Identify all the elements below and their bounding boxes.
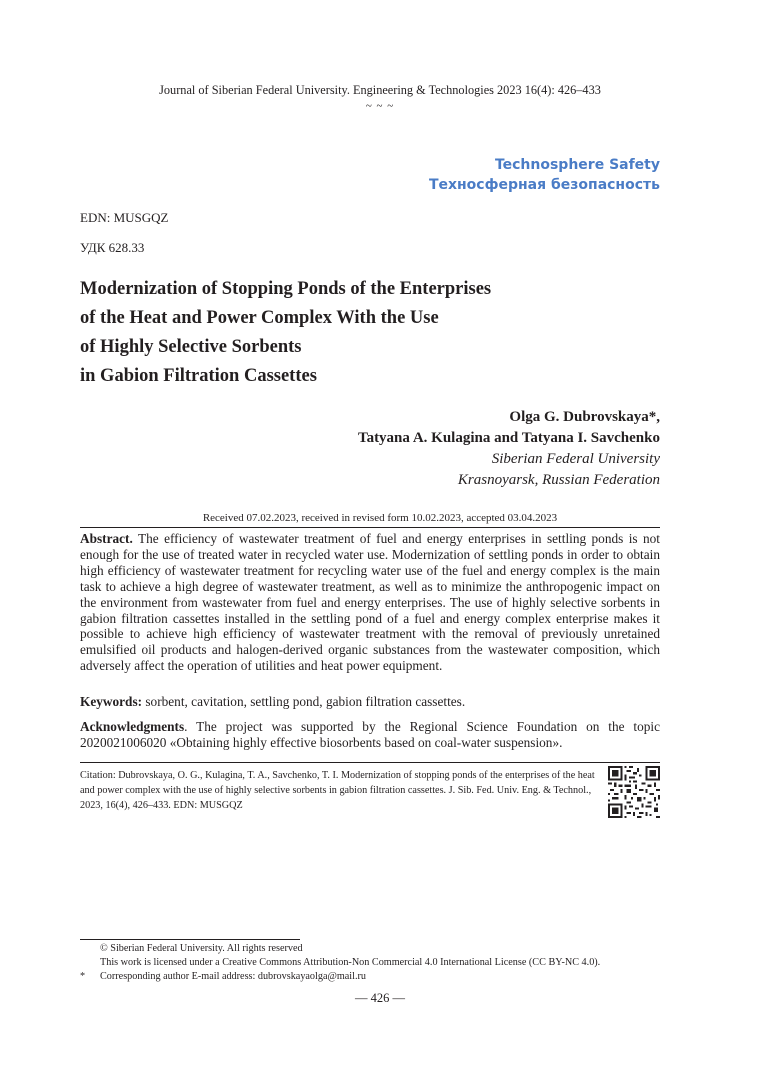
qr-code-icon[interactable] [608,766,660,818]
author-block [358,407,660,491]
abstract-label: Abstract. [80,531,133,546]
copyright-text: © Siberian Federal University. All rights reserved [100,943,303,954]
title-line: Modernization of Stopping Ponds of the Enterprises [80,279,492,299]
article-title [80,275,600,391]
citation: Citation: Dubrovskaya, O. G., Kulagina, T. A., Savchenko, T. I. Modernization of stopping ponds of the enterprises of the heat and power complex with the use of highly selective sorbents in gabion filtration cassettes. J. Sib. Fed. Univ. Eng. & Technol., 2023, 16(4), 426–433. EDN: MUSGQZ [80,770,595,811]
abstract-text: The efficiency of wastewater treatment of fuel and energy enterprises in settling ponds is not enough for the use of treated water in recycled water use. Modernization of settling ponds in order to obtain high efficiency of wastewater treatment for recycling water use of the fuel and energy complex is the main task to achieve a high degree of wastewater treatment, as well as to minimize the anthropogenic impact on the environment from wastewater from fuel and energy enterprises. The use of highly selective sorbents in gabion filtration cassettes installed in the settling pond of a fuel and energy complex enterprise makes it possible to achieve high efficiency of wastewater treatment with the removal of previously unretained emulsified oil products and halogen-derived organic substances from the wastewater composition, which adversely affect the operation of utilities and heat power equipment. [80,531,660,674]
journal-header: Journal of Siberian Federal University. Engineering & Technologies 2023 16(4): 426–433 [159,83,601,97]
divider [80,527,660,528]
section-heading-ru: Техносферная безопасность [428,177,660,193]
title-line: in Gabion Filtration Cassettes [80,366,317,386]
title-line: of Highly Selective Sorbents [80,337,302,357]
divider [80,762,660,763]
corresponding-email[interactable]: Corresponding author E-mail address: dubrovskayaolga@mail.ru [100,971,366,982]
author-line: Tatyana A. Kulagina and Tatyana I. Savchenko [357,430,660,446]
section-heading-en: Technosphere Safety [494,157,660,173]
acknowledgments-text: . The project was supported by the Regional Science Foundation on the topic 2020021006020 «Obtaining highly effective biosorbents based on coal-water suspension». [80,719,660,750]
udk-code: УДК 628.33 [80,240,145,255]
footnote-divider [80,939,300,940]
author-affiliation: Siberian Federal University [491,451,660,467]
keywords [80,694,660,710]
author-location: Krasnoyarsk, Russian Federation [457,472,660,488]
keywords-label: Keywords: [80,694,143,709]
title-line: of the Heat and Power Complex With the Use [80,308,439,328]
header-separator: ~ ~ ~ [365,100,395,112]
keywords-text: sorbent, cavitation, settling pond, gabion filtration cassettes. [142,694,466,709]
edn-code: EDN: MUSGQZ [80,210,169,225]
footnote-marker: * [80,971,86,982]
abstract [80,531,660,674]
page-number: — 426 — [355,991,405,1005]
acknowledgments-label: Acknowledgments [80,719,185,734]
license-text: This work is licensed under a Creative Commons Attribution-Non Commercial 4.0 International License (CC BY-NC 4.0). [100,957,601,968]
author-line: Olga G. Dubrovskaya*, [509,409,660,425]
acknowledgments [80,719,660,751]
received-dates: Received 07.02.2023, received in revised form 10.02.2023, accepted 03.04.2023 [202,512,558,524]
